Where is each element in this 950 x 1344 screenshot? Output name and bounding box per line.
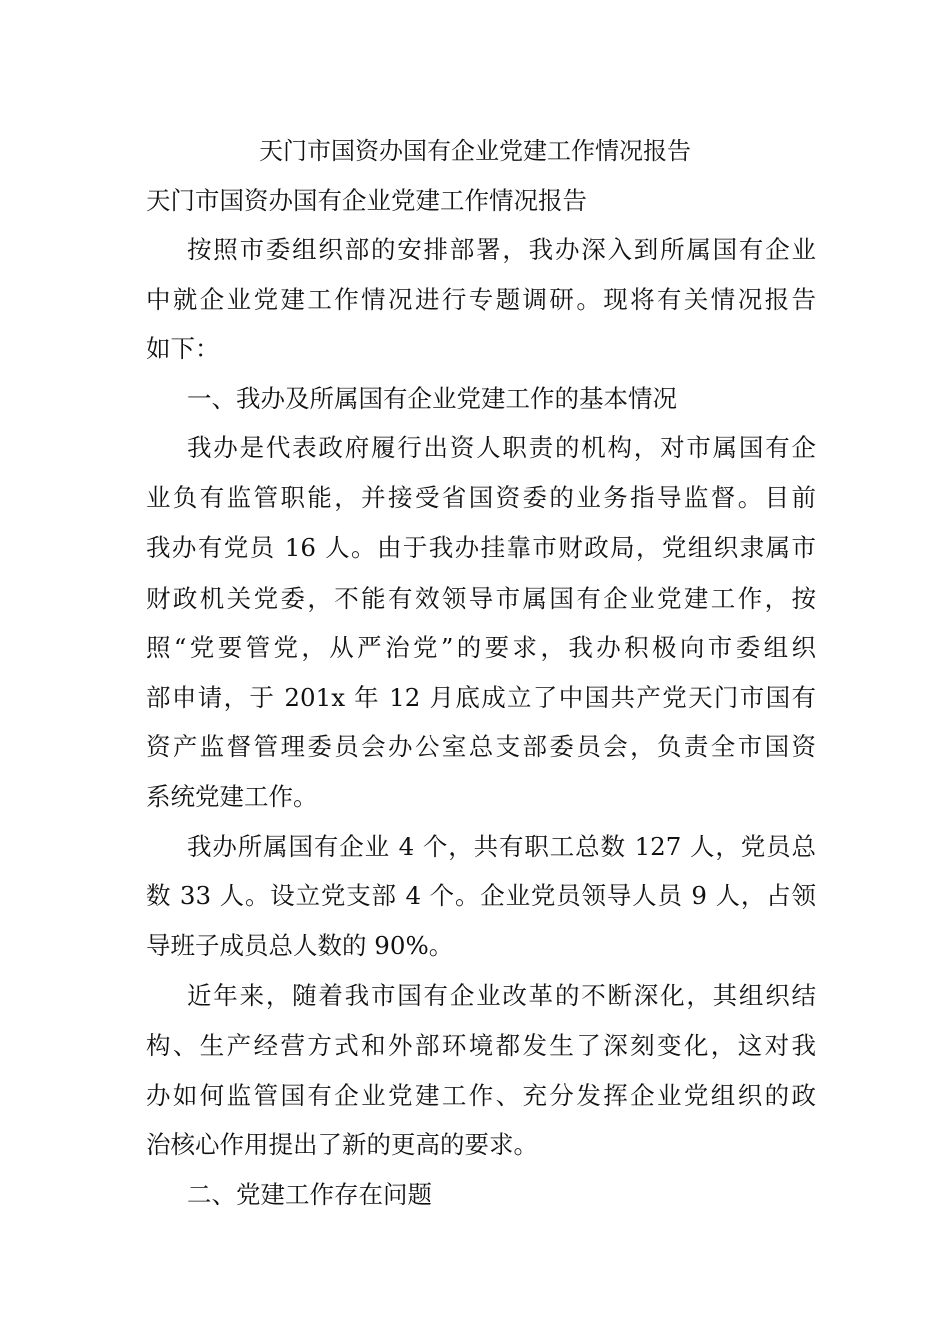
paragraph-line: 照“党要管党，从严治党”的要求，我办积极向市委组织 [146, 633, 816, 662]
paragraph-line: 中就企业党建工作情况进行专题调研。现将有关情况报告 [146, 285, 816, 314]
paragraph-line: 系统党建工作。 [146, 782, 318, 811]
paragraph-line: 构、生产经营方式和外部环境都发生了深刻变化，这对我 [146, 1031, 816, 1060]
paragraph-line: 资产监督管理委员会办公室总支部委员会，负责全市国资 [146, 732, 816, 761]
paragraph-line: 数 33 人。设立党支部 4 个。企业党员领导人员 9 人，占领 [146, 881, 816, 910]
section-heading: 一、我办及所属国有企业党建工作的基本情况 [187, 384, 677, 413]
paragraph-line: 治核心作用提出了新的更高的要求。 [146, 1130, 538, 1159]
section-heading: 二、党建工作存在问题 [187, 1180, 432, 1209]
paragraph-line: 部申请，于 201x 年 12 月底成立了中国共产党天门市国有 [146, 683, 816, 712]
paragraph-line: 财政机关党委，不能有效领导市属国有企业党建工作，按 [146, 584, 816, 613]
document-title: 天门市国资办国有企业党建工作情况报告 [259, 137, 691, 165]
paragraph-line: 我办有党员 16 人。由于我办挂靠市财政局，党组织隶属市 [146, 533, 816, 562]
paragraph-line: 我办所属国有企业 4 个，共有职工总数 127 人，党员总 [187, 832, 816, 861]
paragraph-line: 按照市委组织部的安排部署，我办深入到所属国有企业 [187, 235, 816, 264]
paragraph-line: 业负有监管职能，并接受省国资委的业务指导监督。目前 [146, 483, 816, 512]
document-subtitle: 天门市国资办国有企业党建工作情况报告 [146, 186, 587, 215]
paragraph-line: 近年来，随着我市国有企业改革的不断深化，其组织结 [187, 981, 816, 1010]
paragraph-line: 导班子成员总人数的 90%。 [146, 931, 454, 960]
paragraph-line: 我办是代表政府履行出资人职责的机构，对市属国有企 [187, 433, 816, 462]
paragraph-line: 办如何监管国有企业党建工作、充分发挥企业党组织的政 [146, 1081, 816, 1110]
paragraph-line: 如下： [146, 334, 220, 363]
